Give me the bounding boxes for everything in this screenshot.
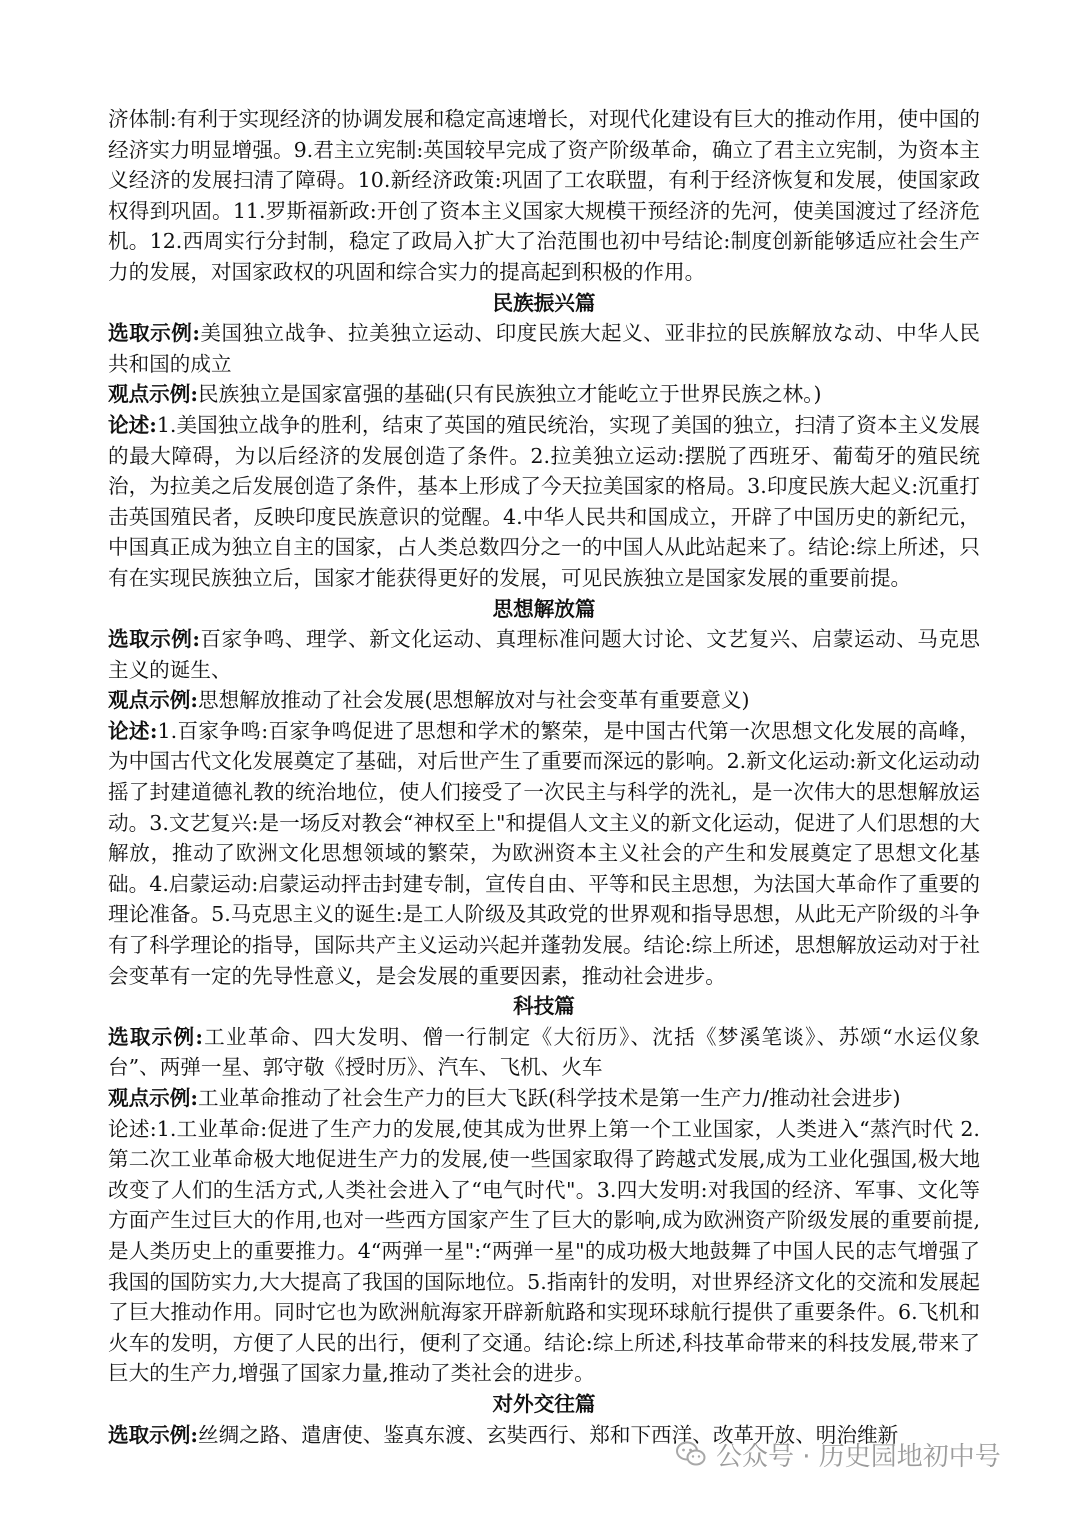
examples-paragraph xyxy=(108,318,980,379)
wechat-icon xyxy=(676,1441,706,1467)
intro-paragraph: 济体制:有利于实现经济的协调发展和稳定高速增长，对现代化建设有巨大的推动作用，使中国的经济实力明显增强。9.君主立宪制:英国较早完成了资产阶级革命，确立了君主立宪制，为资本主义经济的发展扫清了障碍。10.新经济政策:巩固了工农联盟，有利于经济恢复和发展，使国家政权得到巩固。11.罗斯福新政:开创了资本主义国家大规模干预经济的先河，使美国渡过了经济危机。12.西周实行分封制，稳定了政局入扩大了治范围也初中号结论:制度创新能够适应社会生产力的发展，对国家政权的巩固和综合实力的提高起到积极的作用。 xyxy=(108,107,980,284)
argument-label: 论述: xyxy=(108,412,157,437)
viewpoint-paragraph xyxy=(108,1083,980,1114)
argument-label: 论述: xyxy=(108,1116,157,1141)
viewpoint-label: 观点示例: xyxy=(108,1086,198,1110)
section-title-keji: 科技篇 xyxy=(513,994,575,1019)
argument-text: 1.百家争鸣:百家争鸣促进了思想和学术的繁荣，是中国古代第一次思想文化发展的高峰，为中国古代文化发展奠定了基础，对后世产生了重要而深远的影响。2.新文化运动:新文化运动动摇了封建道德礼教的统治地位，使人们接受了一次民主与科学的洗礼，是一次伟大的思想解放运动。3.文艺复兴:是一场反对教会“神权至上"和提倡人文主义的新文化运动，促进了人们思想的大解放，推动了欧洲文化思想领域的繁荣，为欧洲资本主义社会的产生和发展奠定了思想文化基础。4.启蒙运动:启蒙运动抨击封建专制，宣传自由、平等和民主思想，为法国大革命作了重要的理论准备。5.马克思主义的诞生:是工人阶级及其政党的世界观和指导思想，从此无产阶级的斗争有了科学理论的指导，国际共产主义运动兴起并蓬勃发展。结论:综上所述，思想解放运动对于社会变革有一定的先导性意义，是会发展的重要因素，推动社会进步。 xyxy=(108,718,980,988)
argument-text: 1.美国独立战争的胜利，结束了英国的殖民统治，实现了美国的独立，扫清了资本主义发展的最大障碍，为以后经济的发展创造了条件。2.拉美独立运动:摆脱了西班牙、葡萄牙的殖民统治，为拉美之后发展创造了条件，基本上形成了今天拉美国家的格局。3.印度民族大起义:沉重打击英国殖民者，反映印度民族意识的觉醒。4.中华人民共和国成立，开辟了中国历史的新纪元，中国真正成为独立自主的国家，占人类总数四分之一的中国人从此站起来了。结论:综上所述，只有在实现民族独立后，国家才能获得更好的发展，可见民族独立是国家发展的重要前提。 xyxy=(108,412,980,590)
examples-label: 选取示例: xyxy=(108,321,200,346)
viewpoint-paragraph xyxy=(108,685,980,716)
watermark-text: 公众号 · 历史园地初中号 xyxy=(716,1441,1001,1472)
viewpoint-text: 工业革命推动了社会生产力的巨大飞跃(科学技术是第一生产力/推动社会进步) xyxy=(197,1086,901,1110)
watermark xyxy=(676,1436,1001,1472)
examples-text: 丝绸之路、遣唐使、鉴真东渡、玄奘西行、郑和下西洋、改革开放、明治维新 xyxy=(197,1422,899,1447)
examples-label: 选取示例: xyxy=(108,1024,203,1049)
argument-paragraph xyxy=(108,410,980,594)
examples-text: 工业革命、四大发明、僧一行制定《大衍历》、沈括《梦溪笔谈》、苏颂“水运仪象台”、两弹一星、郭守敬《授时历》、汽车、飞机、火车 xyxy=(108,1024,980,1080)
examples-text: 美国独立战争、拉美独立运动、印度民族大起义、亚非拉的民族解放な动、中华人民共和国的成立 xyxy=(108,321,980,376)
examples-label: 选取示例: xyxy=(108,627,200,652)
examples-paragraph xyxy=(108,1022,980,1083)
document-body xyxy=(108,104,980,1450)
argument-paragraph xyxy=(108,1114,980,1389)
viewpoint-label: 观点示例: xyxy=(108,382,198,407)
argument-label: 论述: xyxy=(108,718,158,743)
viewpoint-text: 思想解放推动了社会发展(思想解放对与社会变革有重要意义) xyxy=(197,688,750,713)
examples-text: 百家争鸣、理学、新文化运动、真理标准问题大讨论、文艺复兴、启蒙运动、马克思主义的诞生、 xyxy=(108,627,980,682)
examples-label: 选取示例: xyxy=(108,1422,198,1447)
viewpoint-label: 观点示例: xyxy=(108,688,198,713)
viewpoint-paragraph xyxy=(108,379,980,410)
section-title-duiwai: 对外交往篇 xyxy=(492,1391,596,1416)
argument-text: 1.工业革命:促进了生产力的发展,使其成为世界上第一个工业国家，人类进入“蒸汽时代 2.第二次工业革命极大地促进生产力的发展,使一些国家取得了跨越式发展,成为工业化强国,极大地改变了人们的生活方式,人类社会进入了“电气时代"。3.四大发明:对我国的经济、军事、文化等方面产生过巨大的作用,也对一些西方国家产生了巨大的影响,成为欧洲资产阶级发展的重要前提,是人类历史上的重要推力。4“两弹一星":“两弹一星"的成功极大地鼓舞了中国人民的志气增强了我国的国防实力,大大提高了我国的国际地位。5.指南针的发明，对世界经济文化的交流和发展起了巨大推动作用。同时它也为欧洲航海家开辟新航路和实现环球航行提供了重要条件。6.飞机和火车的发明，方便了人民的出行，便利了交通。结论:综上所述,科技革命带来的科技发展,带来了巨大的生产力,增强了国家力量,推动了类社会的进步。 xyxy=(108,1116,980,1386)
section-title-sixiang: 思想解放篇 xyxy=(492,596,596,621)
viewpoint-text: 民族独立是国家富强的基础(只有民族独立才能屹立于世界民族之林。) xyxy=(197,382,822,407)
examples-paragraph xyxy=(108,624,980,685)
section-title-minzu: 民族振兴篇 xyxy=(492,290,596,315)
argument-paragraph xyxy=(108,716,980,991)
